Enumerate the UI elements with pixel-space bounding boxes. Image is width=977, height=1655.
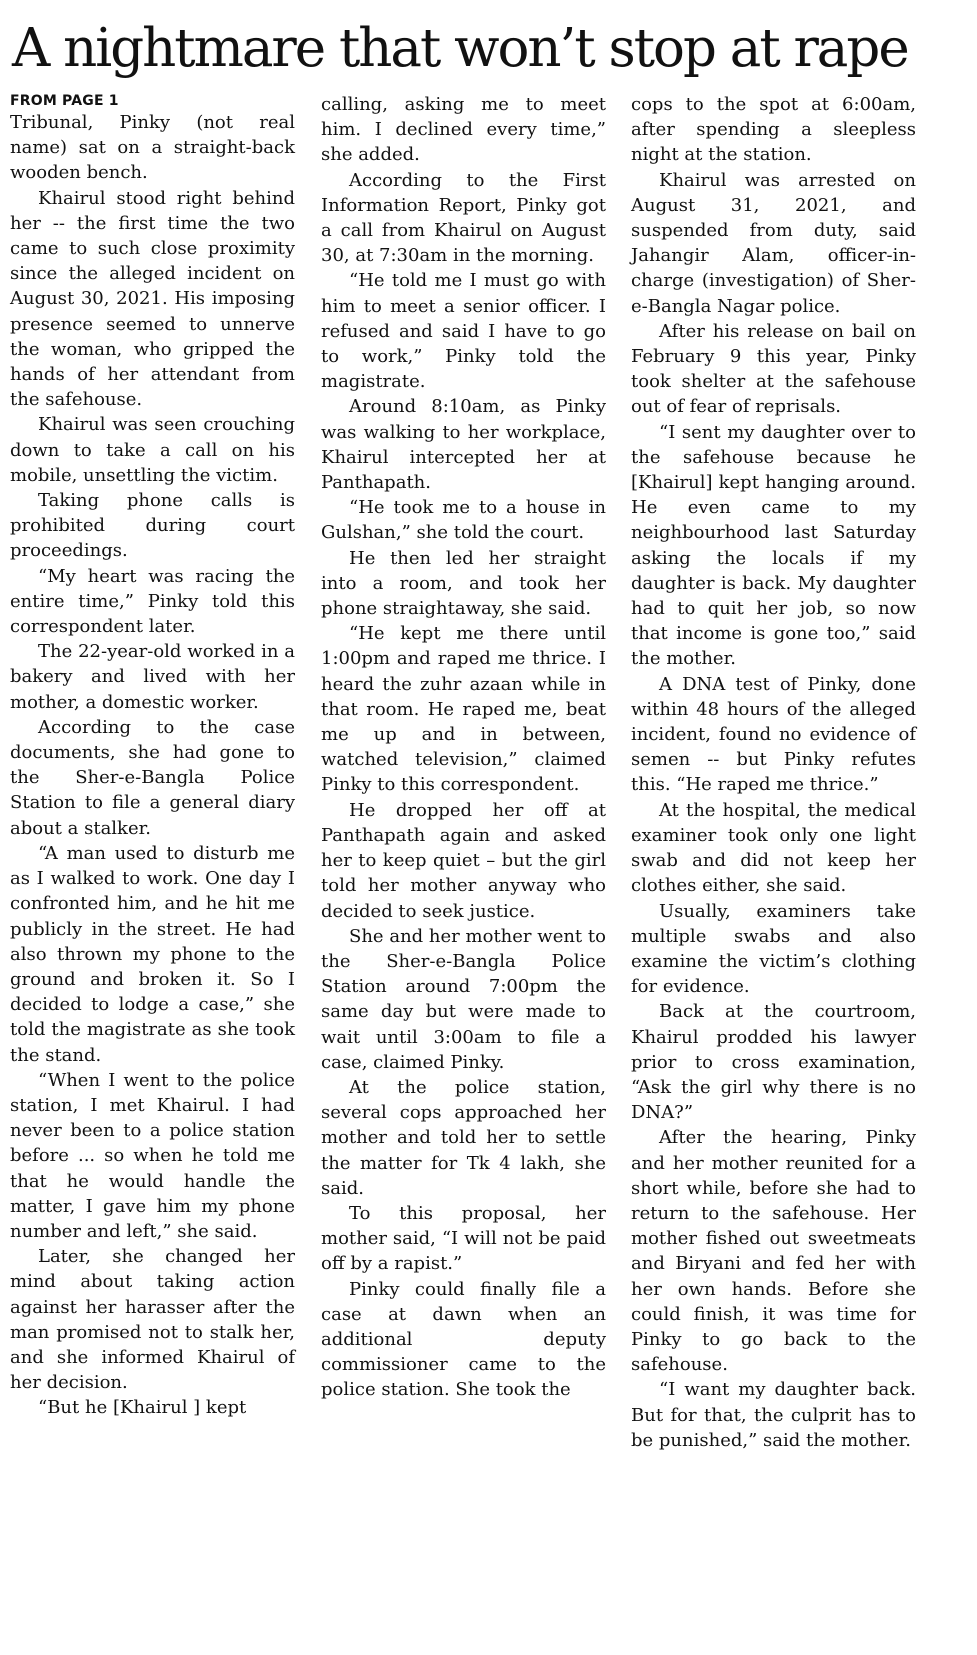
paragraph: Khairul was arrested on August 31, 2021, and suspended from duty, said Jahangir Alam, officer-in-charge (investigation) of Sher-e-Bangla Nagar police. [631, 169, 916, 317]
headline: A nightmare that won’t stop at rape [12, 18, 908, 79]
paragraph: “But he [Khairul ] kept [38, 1397, 247, 1419]
paragraph: At the hospital, the medical examiner took only one light swab and did not keep her clothes either, she said. [631, 799, 916, 897]
paragraph: Khairul stood right behind her -- the first time the two came to such close proximity since the alleged incident on August 30, 2021. His imposing presence seemed to unnerve the woman, who gripped the hands of her attendant from the safehouse. [10, 187, 295, 411]
paragraph: cops to the spot at 6:00am, after spending a sleepless night at the station. [631, 94, 916, 166]
paragraph: According to the case documents, she had gone to the Sher-e-Bangla Police Station to file a general diary about a stalker. [10, 716, 295, 839]
article-column-1 [10, 92, 295, 1421]
paragraph: calling, asking me to meet him. I declined every time,” she added. [321, 94, 606, 166]
article-column-3 [631, 92, 916, 1453]
paragraph: Pinky could finally file a case at dawn when an additional deputy commissioner came to the police station. She took the [321, 1278, 606, 1401]
paragraph: Back at the courtroom, Khairul prodded his lawyer prior to cross examination, “Ask the girl why there is no DNA?” [631, 1001, 916, 1124]
paragraph: The 22-year-old worked in a bakery and lived with her mother, a domestic worker. [10, 641, 295, 713]
paragraph: He then led her straight into a room, and took her phone straightaway, she said. [321, 547, 606, 620]
paragraph: “When I went to the police station, I met Khairul. I had never been to a police station before ... so when he told me that he would handle the matter, I gave him my phone number and left,” she said. [10, 1069, 295, 1242]
paragraph: “He told me I must go with him to meet a senior officer. I refused and said I have to go to work,” Pinky told the magistrate. [321, 270, 606, 393]
paragraph: “He took me to a house in Gulshan,” she told the court. [321, 497, 606, 544]
paragraph: To this proposal, her mother said, “I will not be paid off by a rapist.” [321, 1202, 606, 1275]
paragraph: A DNA test of Pinky, done within 48 hours of the alleged incident, found no evidence of semen -- but Pinky refutes this. “He raped me thrice.” [631, 673, 916, 796]
paragraph: Around 8:10am, as Pinky was walking to her workplace, Khairul intercepted her at Panthapath. [321, 396, 606, 494]
continuation-kicker: FROM PAGE 1 [10, 93, 119, 109]
paragraph: “He kept me there until 1:00pm and raped me thrice. I heard the zuhr azaan while in that room. He raped me, beat me up and in between, watched television,” claimed Pinky to this correspondent. [321, 623, 606, 796]
paragraph: Tribunal, Pinky (not real name) sat on a straight-back wooden bench. [10, 112, 295, 184]
paragraph: Usually, examiners take multiple swabs and also examine the victim’s clothing for evidence. [631, 900, 916, 998]
paragraph: After his release on bail on February 9 this year, Pinky took shelter at the safehouse out of fear of reprisals. [631, 320, 916, 418]
paragraph: Khairul was seen crouching down to take a call on his mobile, unsettling the victim. [10, 414, 295, 486]
paragraph: Taking phone calls is prohibited during court proceedings. [10, 490, 295, 562]
paragraph: She and her mother went to the Sher-e-Bangla Police Station around 7:00pm the same day but were made to wait until 3:00am to file a case, claimed Pinky. [321, 925, 606, 1073]
paragraph: According to the First Information Report, Pinky got a call from Khairul on August 30, at 7:30am in the morning. [321, 169, 606, 267]
paragraph: After the hearing, Pinky and her mother reunited for a short while, before she had to return to the safehouse. Her mother fished out sweetmeats and Biryani and fed her with her own hands. Before she could finish, it was time for Pinky to go back to the safehouse. [631, 1127, 916, 1376]
paragraph: “A man used to disturb me as I walked to work. One day I confronted him, and he hit me publicly in the street. He had also thrown my phone to the ground and broken it. So I decided to lodge a case,” she told the magistrate as she took the stand. [10, 842, 295, 1066]
paragraph: He dropped her off at Panthapath again and asked her to keep quiet – but the girl told her mother anyway who decided to seek justice. [321, 799, 606, 922]
paragraph: “My heart was racing the entire time,” Pinky told this correspondent later. [10, 565, 295, 638]
paragraph: “I sent my daughter over to the safehouse because he [Khairul] kept hanging around. He even came to my neighbourhood last Saturday asking the locals if my daughter is back. My daughter had to quit her job, so now that income is gone too,” said the mother. [631, 421, 916, 670]
paragraph: “I want my daughter back. But for that, the culprit has to be punished,” said the mother. [631, 1379, 916, 1451]
paragraph: Later, she changed her mind about taking action against her harasser after the man promised not to stalk her, and she informed Khairul of her decision. [10, 1246, 295, 1394]
article-column-2 [321, 92, 606, 1403]
paragraph: At the police station, several cops approached her mother and told her to settle the matter for Tk 4 lakh, she said. [321, 1076, 606, 1199]
